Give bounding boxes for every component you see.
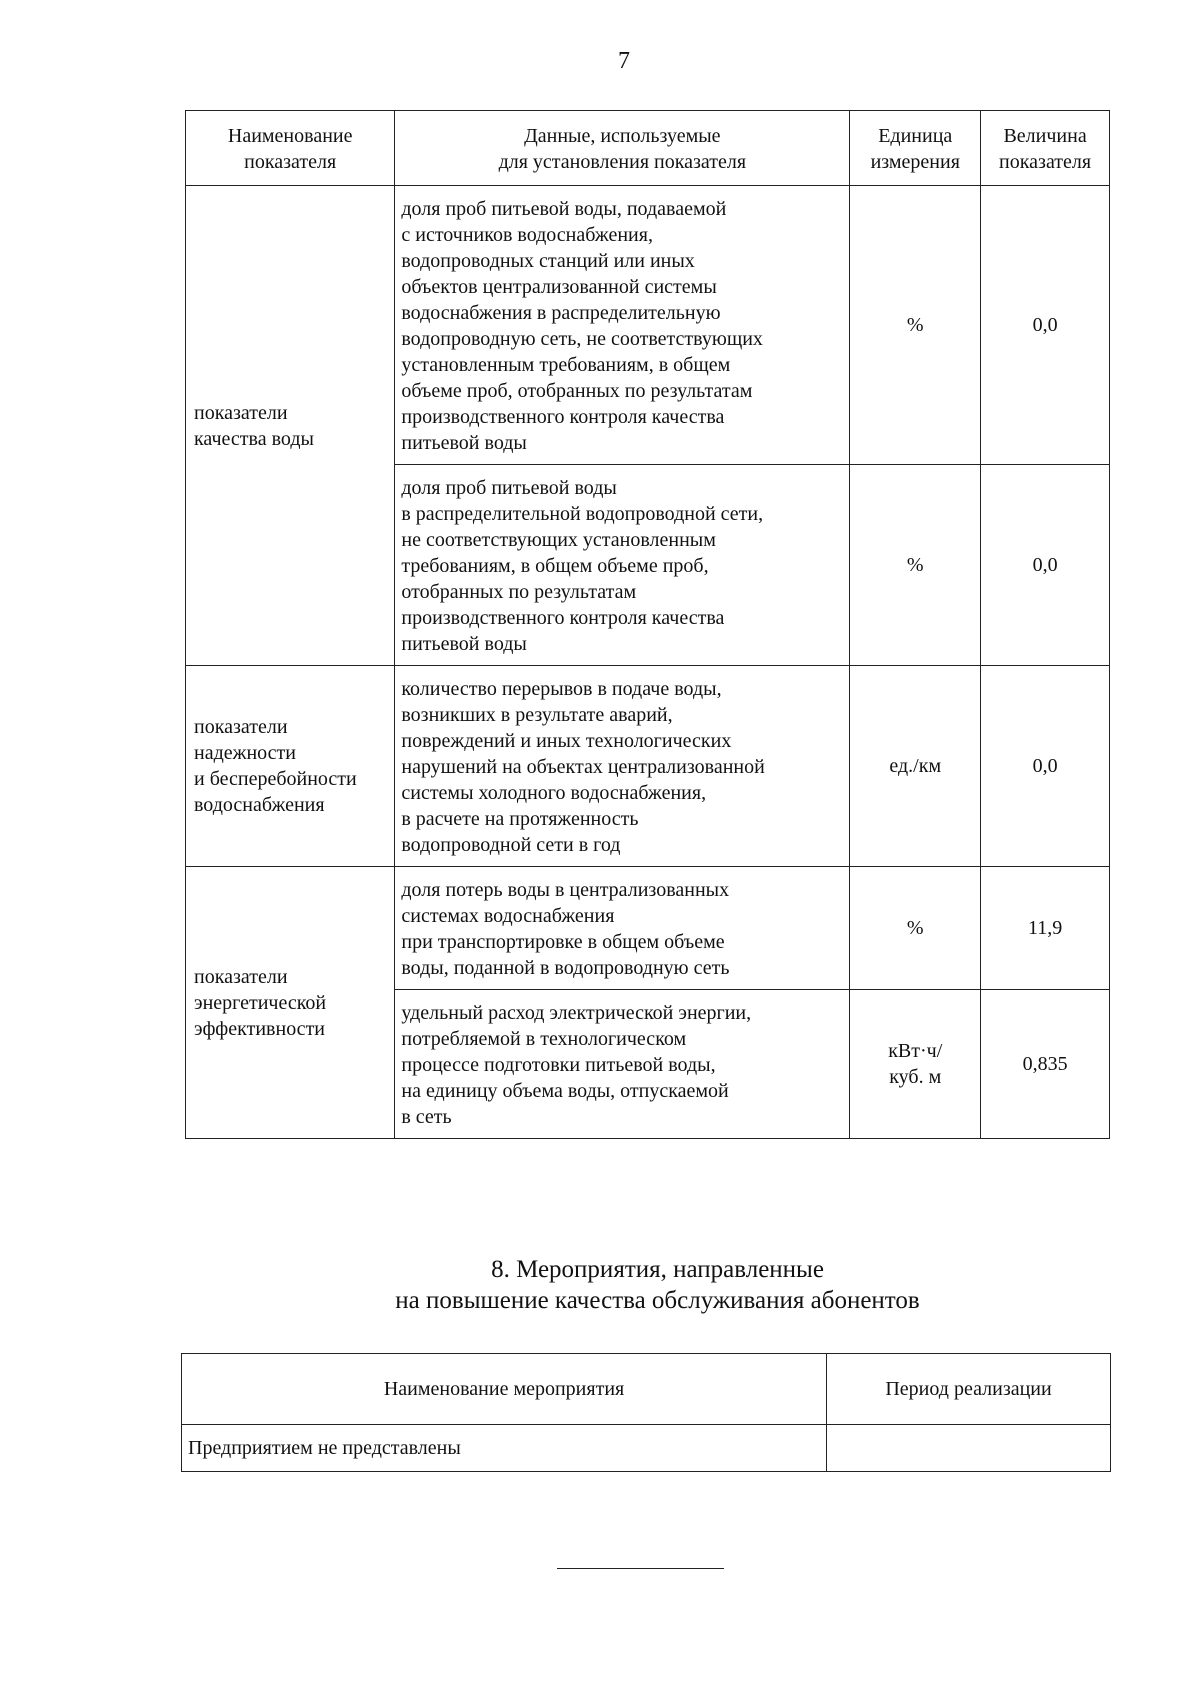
header-measure-name: Наименование мероприятия [182, 1354, 827, 1425]
indicator-unit: % [850, 867, 981, 990]
indicator-value: 0,0 [981, 186, 1110, 465]
indicator-description: доля потерь воды в централизованных системах водоснабжения при транспортировке в общем объеме воды, поданной в водопроводную сеть [395, 867, 850, 990]
indicator-group-name: показатели качества воды [186, 186, 395, 666]
indicator-description: доля проб питьевой воды в распределительной водопроводной сети, не соответствующих установленным требованиям, в общем объеме проб, отобранных по результатам производственного контроля качества питьевой воды [395, 465, 850, 666]
measure-period [827, 1425, 1111, 1472]
header-unit: Единица измерения [850, 111, 981, 186]
header-measure-period: Период реализации [827, 1354, 1111, 1425]
indicators-table [185, 110, 1110, 1139]
table-row [182, 1425, 1111, 1472]
header-value: Величина показателя [981, 111, 1110, 186]
indicator-group-name: показатели надежности и бесперебойности водоснабжения [186, 666, 395, 867]
table-row [186, 186, 1110, 465]
indicators-header-row [186, 111, 1110, 186]
table-row [186, 867, 1110, 990]
indicator-description: удельный расход электрической энергии, потребляемой в технологическом процессе подготовки питьевой воды, на единицу объема воды, отпускаемой в сеть [395, 990, 850, 1139]
indicators-body [186, 186, 1110, 1139]
indicator-unit: % [850, 186, 981, 465]
page-number: 7 [618, 48, 630, 74]
indicator-description: доля проб питьевой воды, подаваемой с источников водоснабжения, водопроводных станций или иных объектов централизованной системы водоснабжения в распределительную водопроводную сеть, не соответствующих установленным требованиям, в общем объеме проб, отобранных по результатам производственного контроля качества питьевой воды [395, 186, 850, 465]
indicator-value: 0,0 [981, 465, 1110, 666]
indicator-unit: кВт·ч/ куб. м [850, 990, 981, 1139]
measures-header-row [182, 1354, 1111, 1425]
indicator-value: 0,835 [981, 990, 1110, 1139]
measures-table [181, 1353, 1111, 1472]
end-rule [557, 1568, 724, 1569]
indicator-value: 0,0 [981, 666, 1110, 867]
header-indicator-data: Данные, используемые для установления показателя [395, 111, 850, 186]
section-title: 8. Мероприятия, направленные на повышение качества обслуживания абонентов [395, 1256, 920, 1314]
indicator-description: количество перерывов в подаче воды, возникших в результате аварий, повреждений и иных технологических нарушений на объектах централизованной системы холодного водоснабжения, в расчете на протяженность водопроводной сети в год [395, 666, 850, 867]
measure-name: Предприятием не представлены [182, 1425, 827, 1472]
indicator-unit: ед./км [850, 666, 981, 867]
indicator-value: 11,9 [981, 867, 1110, 990]
table-row [186, 666, 1110, 867]
header-indicator-name: Наименование показателя [186, 111, 395, 186]
indicator-group-name: показатели энергетической эффективности [186, 867, 395, 1139]
measures-body [182, 1425, 1111, 1472]
indicator-unit: % [850, 465, 981, 666]
